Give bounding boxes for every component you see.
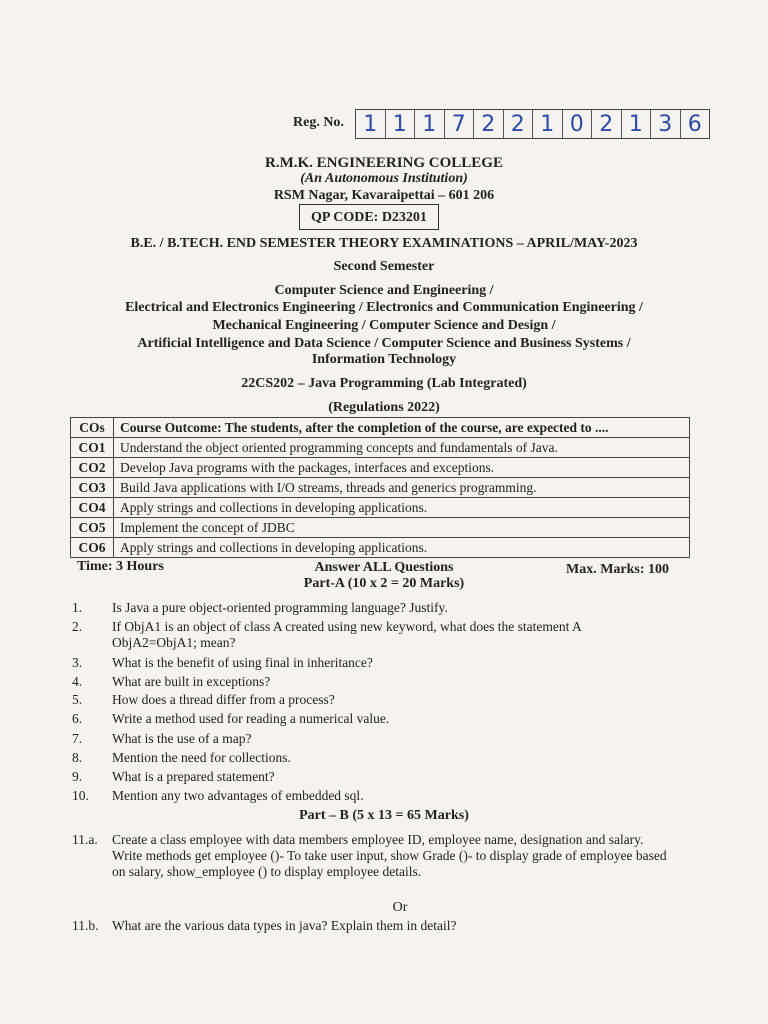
question-item bbox=[72, 655, 672, 671]
question-text: What are built in exceptions? bbox=[112, 674, 271, 689]
course-title: 22CS202 – Java Programming (Lab Integrated) bbox=[241, 376, 527, 391]
question-item bbox=[72, 600, 672, 616]
question-number: 11.b. bbox=[72, 918, 99, 933]
exam-title: B.E. / B.TECH. END SEMESTER THEORY EXAMINATIONS – APRIL/MAY-2023 bbox=[130, 236, 638, 251]
branch-line: Information Technology bbox=[311, 352, 457, 367]
question-text: Is Java a pure object-oriented programming language? Justify. bbox=[112, 600, 448, 615]
question-text: Create a class employee with data members employee ID, employee name, designation and salary. Write methods get employee ()- To take user input, show Grade ()- to display grade of employee based on salary, show_employee () to display employee details. bbox=[112, 832, 667, 879]
table-header-row bbox=[71, 418, 690, 438]
college-name: R.M.K. ENGINEERING COLLEGE bbox=[265, 155, 503, 171]
question-text: What is the use of a map? bbox=[112, 731, 252, 746]
table-row bbox=[71, 478, 690, 498]
question-number: 7. bbox=[72, 731, 83, 746]
question-text: How does a thread differ from a process? bbox=[112, 692, 335, 707]
part-b-title: Part – B (5 x 13 = 65 Marks) bbox=[299, 808, 469, 823]
max-marks: Max. Marks: 100 bbox=[566, 562, 670, 577]
or-divider: Or bbox=[392, 900, 408, 915]
question-number: 8. bbox=[72, 750, 83, 765]
co-text: Develop Java programs with the packages, interfaces and exceptions. bbox=[114, 458, 690, 478]
question-text: What is the benefit of using final in inheritance? bbox=[112, 655, 373, 670]
question-item bbox=[72, 619, 652, 651]
question-text: What is a prepared statement? bbox=[112, 769, 275, 784]
question-text: Mention any two advantages of embedded sql. bbox=[112, 788, 364, 803]
co-text: Implement the concept of JDBC bbox=[114, 518, 690, 538]
reg-digit: 6 bbox=[687, 112, 702, 137]
question-number: 3. bbox=[72, 655, 83, 670]
reg-digit: 2 bbox=[592, 110, 622, 138]
question-item bbox=[72, 731, 672, 747]
regulations: (Regulations 2022) bbox=[328, 400, 440, 415]
exam-instructions: Answer ALL Questions bbox=[314, 560, 454, 575]
question-number: 4. bbox=[72, 674, 83, 689]
table-row bbox=[71, 458, 690, 478]
question-item bbox=[72, 769, 672, 785]
course-outcomes-table bbox=[70, 417, 690, 558]
part-a-title: Part-A (10 x 2 = 20 Marks) bbox=[303, 576, 465, 591]
reg-no-boxes bbox=[355, 109, 710, 139]
reg-no-label: Reg. No. bbox=[293, 115, 344, 130]
reg-digit: 1 bbox=[622, 110, 652, 138]
reg-digit: 2 bbox=[504, 110, 534, 138]
reg-digit: 1 bbox=[415, 110, 445, 138]
co-code: CO1 bbox=[71, 438, 114, 458]
col-header-cos: COs bbox=[71, 418, 114, 438]
co-text: Apply strings and collections in developing applications. bbox=[114, 498, 690, 518]
reg-digit: 1 bbox=[386, 110, 416, 138]
exam-time: Time: 3 Hours bbox=[77, 559, 164, 574]
question-number: 9. bbox=[72, 769, 83, 784]
question-text: What are the various data types in java? Explain them in detail? bbox=[112, 918, 457, 933]
reg-digit: 7 bbox=[445, 110, 475, 138]
reg-digit: 0 bbox=[563, 110, 593, 138]
co-code: CO5 bbox=[71, 518, 114, 538]
question-text: If ObjA1 is an object of class A created using new keyword, what does the statement A ObjA2=ObjA1; mean? bbox=[112, 619, 582, 650]
question-text: Write a method used for reading a numerical value. bbox=[112, 711, 390, 726]
question-number: 5. bbox=[72, 692, 83, 707]
branch-line: Computer Science and Engineering / bbox=[274, 283, 494, 298]
co-code: CO4 bbox=[71, 498, 114, 518]
question-number: 11.a. bbox=[72, 832, 98, 847]
branch-line: Mechanical Engineering / Computer Science and Design / bbox=[212, 318, 556, 333]
question-number: 10. bbox=[72, 788, 89, 803]
table-row bbox=[71, 518, 690, 538]
co-code: CO2 bbox=[71, 458, 114, 478]
table-row bbox=[71, 498, 690, 518]
question-item bbox=[72, 692, 672, 708]
question-text: Mention the need for collections. bbox=[112, 750, 291, 765]
co-text: Understand the object oriented programming concepts and fundamentals of Java. bbox=[114, 438, 690, 458]
table-row bbox=[71, 438, 690, 458]
college-address: RSM Nagar, Kavaraipettai – 601 206 bbox=[273, 188, 495, 203]
reg-digit: 3 bbox=[651, 110, 681, 138]
co-code: CO6 bbox=[71, 538, 114, 558]
reg-digit: 2 bbox=[474, 110, 504, 138]
question-number: 1. bbox=[72, 600, 83, 615]
semester: Second Semester bbox=[333, 259, 435, 274]
co-text: Build Java applications with I/O streams, threads and generics programming. bbox=[114, 478, 690, 498]
table-row bbox=[71, 538, 690, 558]
question-number: 6. bbox=[72, 711, 83, 726]
branch-line: Artificial Intelligence and Data Science / Computer Science and Business Systems / bbox=[137, 336, 631, 351]
col-header-outcome: Course Outcome: The students, after the completion of the course, are expected to .... bbox=[114, 418, 690, 438]
reg-digit: 1 bbox=[356, 110, 386, 138]
question-item bbox=[72, 788, 672, 804]
question-item bbox=[72, 711, 672, 727]
co-text: Apply strings and collections in developing applications. bbox=[114, 538, 690, 558]
college-subtitle: (An Autonomous Institution) bbox=[300, 171, 468, 186]
question-item bbox=[72, 832, 667, 880]
question-item bbox=[72, 674, 672, 690]
reg-digit: 1 bbox=[533, 110, 563, 138]
co-code: CO3 bbox=[71, 478, 114, 498]
question-number: 2. bbox=[72, 619, 83, 634]
qp-code: QP CODE: D23201 bbox=[299, 204, 439, 230]
question-item bbox=[72, 918, 672, 934]
question-item bbox=[72, 750, 672, 766]
branch-line: Electrical and Electronics Engineering / Electronics and Communication Engineering / bbox=[125, 300, 643, 315]
